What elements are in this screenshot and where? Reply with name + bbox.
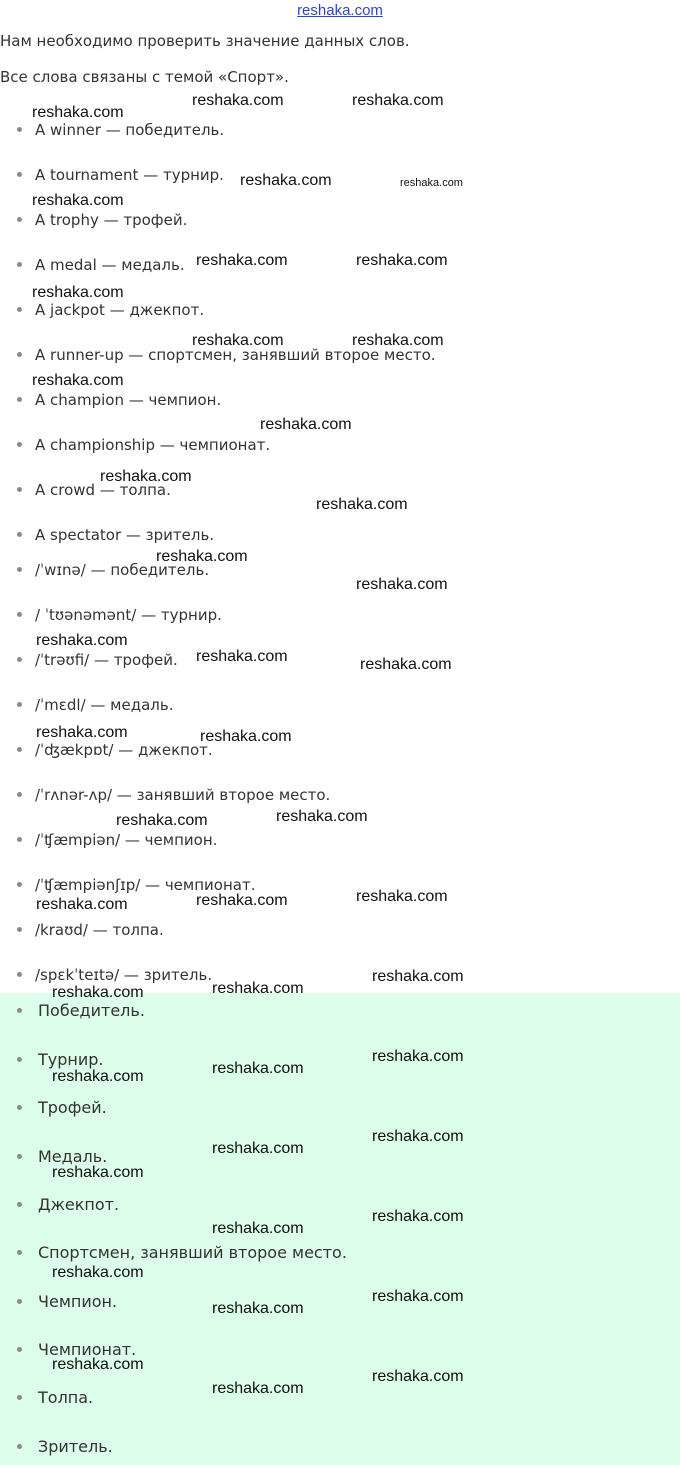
bullet-icon <box>17 747 22 752</box>
watermark: reshaka.com <box>52 1356 144 1373</box>
transcription-list-item <box>0 738 660 762</box>
watermark: reshaka.com <box>212 1380 304 1397</box>
bullet-icon <box>17 172 22 177</box>
answer-list-item <box>0 1192 660 1218</box>
answer-list-item <box>0 1434 660 1460</box>
watermark: reshaka.com <box>116 812 208 829</box>
transcription-text: / ˈtʊənəmənt/ — турнир. <box>35 606 222 624</box>
transcription-list-item <box>0 693 660 717</box>
word-list-item <box>0 253 660 277</box>
watermark: reshaka.com <box>52 984 144 1001</box>
intro-text-1: Нам необходимо проверить значение данных слов. <box>0 32 410 50</box>
bullet-icon <box>17 1395 22 1400</box>
watermark: reshaka.com <box>372 1128 464 1145</box>
watermark: reshaka.com <box>52 1068 144 1085</box>
watermark: reshaka.com <box>356 888 448 905</box>
watermark: reshaka.com <box>372 1048 464 1065</box>
answer-text: Чемпионат. <box>38 1340 137 1359</box>
watermark: reshaka.com <box>356 576 448 593</box>
transcription-text: /ˈrʌnər-ʌp/ — занявший второе место. <box>35 786 331 804</box>
word-text: A championship — чемпионат. <box>35 436 271 454</box>
answer-list-item <box>0 1337 660 1363</box>
answer-text: Толпа. <box>38 1388 94 1407</box>
transcription-list-item <box>0 828 660 852</box>
word-text: A trophy — трофей. <box>35 211 188 229</box>
watermark: reshaka.com <box>192 92 284 109</box>
word-text: A runner-up — спортсмен, занявший второе место. <box>35 346 436 364</box>
word-list-item <box>0 523 660 547</box>
watermark: reshaka.com <box>316 496 408 513</box>
bullet-icon <box>17 612 22 617</box>
watermark: reshaka.com <box>36 724 128 741</box>
bullet-icon <box>17 532 22 537</box>
watermark: reshaka.com <box>356 252 448 269</box>
word-text: A tournament — турнир. <box>35 166 224 184</box>
answer-text: Турнир. <box>38 1050 104 1069</box>
watermark: reshaka.com <box>36 632 128 649</box>
bullet-icon <box>17 657 22 662</box>
watermark: reshaka.com <box>372 1288 464 1305</box>
bullet-icon <box>17 1444 22 1449</box>
bullet-icon <box>17 307 22 312</box>
watermark: reshaka.com <box>212 1220 304 1237</box>
answer-text: Медаль. <box>38 1147 108 1166</box>
transcription-text: /ˈmɛdl/ — медаль. <box>35 696 174 714</box>
watermark: reshaka.com <box>212 1140 304 1157</box>
answer-text: Джекпот. <box>38 1195 120 1214</box>
answer-list-item <box>0 1047 660 1073</box>
bullet-icon <box>17 837 22 842</box>
watermark: reshaka.com <box>372 1208 464 1225</box>
watermark: reshaka.com <box>32 104 124 121</box>
transcription-list-item <box>0 648 660 672</box>
transcription-text: /ˈʧæmpiənʃɪp/ — чемпионат. <box>35 876 256 894</box>
watermark: reshaka.com <box>260 416 352 433</box>
watermark: reshaka.com <box>372 968 464 985</box>
word-list-item <box>0 163 660 187</box>
transcription-text: /ˈtrəʊfi/ — трофей. <box>35 651 178 669</box>
bullet-icon <box>17 1250 22 1255</box>
answer-text: Трофей. <box>38 1098 107 1117</box>
watermark: reshaka.com <box>32 372 124 389</box>
site-link[interactable]: reshaka.com <box>297 2 383 19</box>
transcription-text: /kraʊd/ — толпа. <box>35 921 164 939</box>
transcription-list-item <box>0 918 660 942</box>
answer-list-item <box>0 1240 660 1266</box>
watermark: reshaka.com <box>212 1300 304 1317</box>
transcription-list-item <box>0 783 660 807</box>
watermark: reshaka.com <box>36 896 128 913</box>
bullet-icon <box>17 442 22 447</box>
word-list-item <box>0 478 660 502</box>
watermark: reshaka.com <box>212 1060 304 1077</box>
watermark: reshaka.com <box>360 656 452 673</box>
word-text: A medal — медаль. <box>35 256 185 274</box>
watermark: reshaka.com <box>400 177 463 189</box>
intro-text-2: Все слова связаны с темой «Спорт». <box>0 68 289 86</box>
transcription-text: /spɛkˈteɪtə/ — зритель. <box>35 966 213 984</box>
bullet-icon <box>17 1057 22 1062</box>
bullet-icon <box>17 882 22 887</box>
watermark: reshaka.com <box>372 1368 464 1385</box>
bullet-icon <box>17 1347 22 1352</box>
watermark: reshaka.com <box>32 284 124 301</box>
watermark: reshaka.com <box>352 92 444 109</box>
transcription-list-item <box>0 558 660 582</box>
word-list-item <box>0 208 660 232</box>
word-text: A jackpot — джекпот. <box>35 301 205 319</box>
word-text: A crowd — толпа. <box>35 481 171 499</box>
answer-list-item <box>0 998 660 1024</box>
bullet-icon <box>17 972 22 977</box>
bullet-icon <box>17 1008 22 1013</box>
word-text: A champion — чемпион. <box>35 391 222 409</box>
bullet-icon <box>17 1154 22 1159</box>
answer-list-item <box>0 1095 660 1121</box>
watermark: reshaka.com <box>196 252 288 269</box>
bullet-icon <box>17 1105 22 1110</box>
word-list-item <box>0 343 660 367</box>
bullet-icon <box>17 487 22 492</box>
bullet-icon <box>17 1299 22 1304</box>
watermark: reshaka.com <box>276 808 368 825</box>
bullet-icon <box>17 352 22 357</box>
transcription-text: /ˈʧæmpiən/ — чемпион. <box>35 831 218 849</box>
watermark: reshaka.com <box>212 980 304 997</box>
bullet-icon <box>17 397 22 402</box>
answer-text: Зритель. <box>38 1437 113 1456</box>
answer-list-item <box>0 1385 660 1411</box>
word-list-item <box>0 388 660 412</box>
watermark: reshaka.com <box>192 332 284 349</box>
watermark: reshaka.com <box>352 332 444 349</box>
transcription-list-item <box>0 873 660 897</box>
watermark: reshaka.com <box>52 1164 144 1181</box>
answer-text: Спортсмен, занявший второе место. <box>38 1243 347 1262</box>
answer-text: Победитель. <box>38 1001 145 1020</box>
word-text: A spectator — зритель. <box>35 526 215 544</box>
answer-list-item <box>0 1144 660 1170</box>
bullet-icon <box>17 927 22 932</box>
bullet-icon <box>17 127 22 132</box>
bullet-icon <box>17 217 22 222</box>
watermark: reshaka.com <box>200 728 292 745</box>
watermark: reshaka.com <box>196 892 288 909</box>
watermark: reshaka.com <box>240 172 332 189</box>
answer-text: Чемпион. <box>38 1292 118 1311</box>
word-list-item <box>0 298 660 322</box>
word-list-item <box>0 118 660 142</box>
answer-list-item <box>0 1289 660 1315</box>
watermark: reshaka.com <box>52 1264 144 1281</box>
watermark: reshaka.com <box>32 192 124 209</box>
bullet-icon <box>17 262 22 267</box>
word-list-item <box>0 433 660 457</box>
bullet-icon <box>17 792 22 797</box>
transcription-list-item <box>0 603 660 627</box>
transcription-list-item <box>0 963 660 987</box>
bullet-icon <box>17 567 22 572</box>
transcription-text: /ˈʤækpɒt/ — джекпот. <box>35 741 213 759</box>
transcription-text: /ˈwɪnə/ — победитель. <box>35 561 210 579</box>
word-text: A winner — победитель. <box>35 121 225 139</box>
watermark: reshaka.com <box>100 468 192 485</box>
bullet-icon <box>17 1202 22 1207</box>
watermark: reshaka.com <box>156 548 248 565</box>
bullet-icon <box>17 702 22 707</box>
watermark: reshaka.com <box>196 648 288 665</box>
